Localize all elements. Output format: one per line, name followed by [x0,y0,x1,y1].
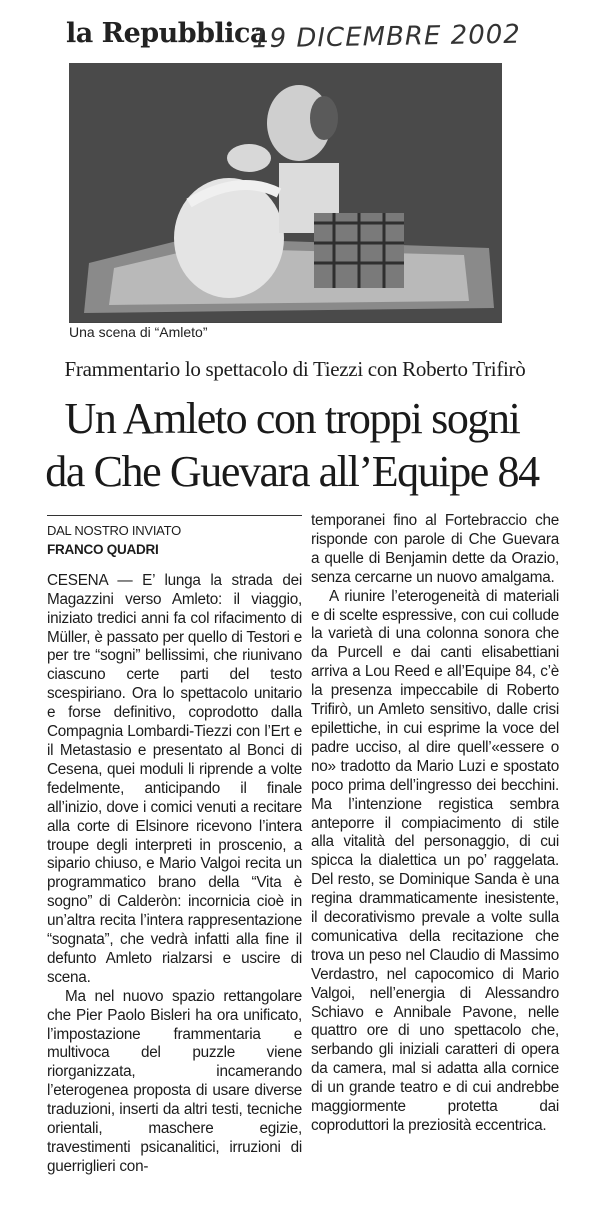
byline-name: FRANCO QUADRI [47,541,159,557]
article-kicker: Frammentario lo spettacolo di Tiezzi con Roberto Trifirò [64,357,526,381]
newspaper-masthead: la Repubblica [66,18,267,49]
column-rule [47,515,302,516]
photo-scene-illustration [69,63,502,322]
body-paragraph: A riunire l’eterogeneità di materiali e di scelte espressive, con cui collude la varietà di una colonna sonora che da Purcell e dai canti elisabettiani arriva a Lou Reed e all’Equipe 84, c’è la presenza impeccabile di Roberto Trifirò, un Amleto sensitivo, dalle crisi epilettiche, in cui esprime la voce del padre ucciso, al dire quell’«essere o no» tradotto da Mario Luzi e spostato poco prima dell’ingresso dei becchini. Ma l’intenzione registica sembra anteporre il compiacimento di stile alla vitalità del personaggio, di cui spicca la dialettica un po’ raggelata. Del resto, se Dominique Sanda è una regina drammaticamente inesistente, il decorativismo prevale a volte sulla comunicativa della recitazione che trova un peso nel Claudio di Massimo Verdastro, nel capocomico di Mario Valgoi, nell’energia di Alessandro Schiavo e Annibale Pavone, nelle quattro ore di uno spettacolo che, serbando gli iniziali caratteri di opera da camera, mal si adatta alla cornice di un grande teatro e di cui andrebbe maggiormente protetta dai coproduttori la preziosità eccentrica. [311,587,559,1134]
headline-line-2: da Che Guevara all’Equipe 84 [45,447,539,496]
byline-label: DAL NOSTRO INVIATO [47,523,181,538]
headline-line-1: Un Amleto con troppi sogni [64,394,520,443]
handwritten-date: 19 DICEMBRE 2002 [251,19,522,55]
body-paragraph: Ma nel nuovo spazio rettangolare che Pier Paolo Bisleri ha ora unificato, l’impostazione frammentaria e multivoca del puzzle viene riorganizzata, incamerando l’eterogenea proposta di usare diverse traduzioni, inserti da altri testi, tecniche orientali, maschere egizie, travestimenti psicanalitici, irruzioni di guerriglieri con- [47,987,302,1175]
body-paragraph: CESENA — E’ lunga la strada dei Magazzini verso Amleto: il viaggio, iniziato tredici anni fa col rifacimento di Müller, è passato per quello di Testori e per tre “sogni” bellissimi, che riunivano ciascuno certe parti del testo scespiriano. Ora lo spettacolo unitario e forse definitivo, coprodotto dalla Compagnia Lombardi-Tiezzi con l’Ert e il Metastasio e presentato al Bonci di Cesena, quei moduli li riprende a volte fedelmente, anticipando il finale all’inizio, dove i comici venuti a recitare alla corte di Elsinore ricevono l’intera troupe degli interpreti in proscenio, a sipario chiuso, e Mario Valgoi recita un programmatico brano della “Vita è sogno” di Calderòn: incornicia cioè in un’altra recita l’intera rappresentazione “sognata”, che vedrà infatti alla fine il defunto Amleto rialzarsi e uscire di scena. [47,571,302,986]
article-headline [42,392,542,498]
article-photo [69,63,502,322]
article-column-right [311,512,559,1136]
photo-caption: Una scena di “Amleto” [69,324,208,340]
body-paragraph: temporanei fino al Fortebraccio che risponde con parole di Che Guevara a quelle di Benjamin dette da Orazio, senza cercarne un nuovo amalgama. [311,512,559,586]
article-column-left [47,520,302,1177]
